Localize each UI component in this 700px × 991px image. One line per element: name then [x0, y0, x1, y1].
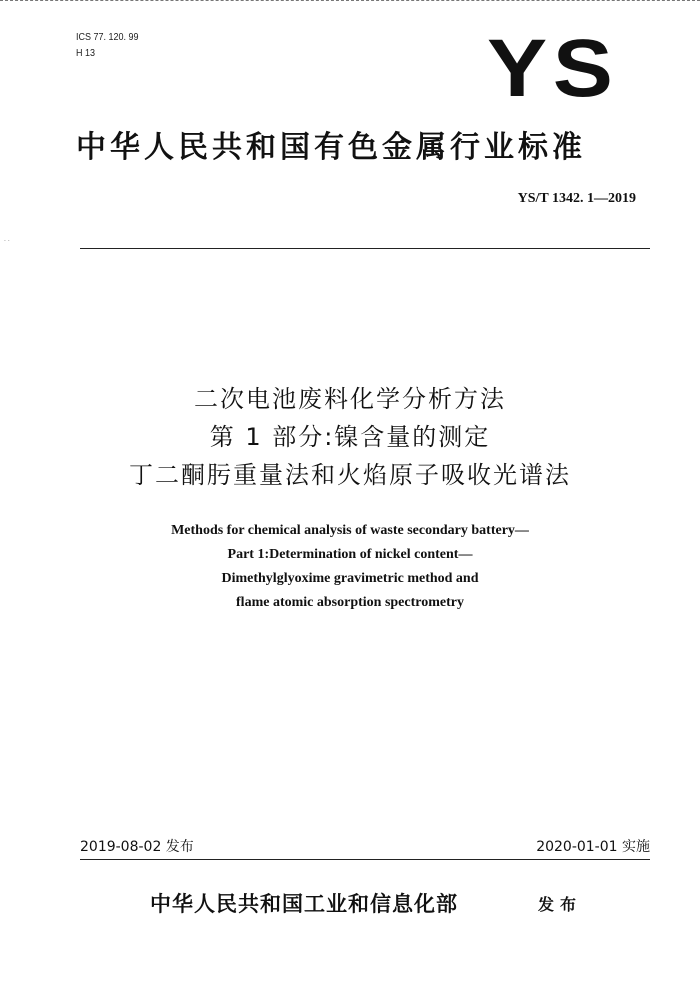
chinese-title-block — [0, 380, 700, 494]
publisher-name: 中华人民共和国工业和信息化部 — [150, 891, 458, 916]
classification-codes — [76, 30, 146, 62]
ics-code: ICS 77. 120. 99 — [76, 32, 139, 43]
cn-title-line-1: 二次电池废料化学分析方法 — [194, 385, 506, 413]
cn-title-line-2: 第 1 部分:镍含量的测定 — [209, 423, 491, 451]
ccs-code: H 13 — [76, 48, 96, 59]
ys-logo: YS — [486, 23, 618, 114]
bottom-divider — [80, 859, 650, 860]
page-top-edge — [0, 0, 700, 3]
en-title-line-4: flame atomic absorption spectrometry — [236, 595, 464, 610]
cn-title-line-3: 丁二酮肟重量法和火焰原子吸收光谱法 — [129, 461, 571, 489]
standard-category-title: 中华人民共和国有色金属行业标准 — [76, 130, 586, 165]
en-title-line-2: Part 1:Determination of nickel content— — [227, 547, 473, 562]
publish-label: 发布 — [538, 895, 583, 914]
en-title-line-3: Dimethylglyoxime gravimetric method and — [221, 571, 479, 586]
scan-speck: · · — [4, 238, 10, 245]
top-divider — [80, 248, 650, 249]
en-title-line-1: Methods for chemical analysis of waste secondary battery— — [171, 523, 529, 538]
english-title-block — [0, 519, 700, 615]
standard-number: YS/T 1342. 1—2019 — [517, 191, 636, 206]
issue-date: 2019-08-02 发布 — [80, 839, 194, 855]
implementation-date: 2020-01-01 实施 — [536, 839, 650, 855]
